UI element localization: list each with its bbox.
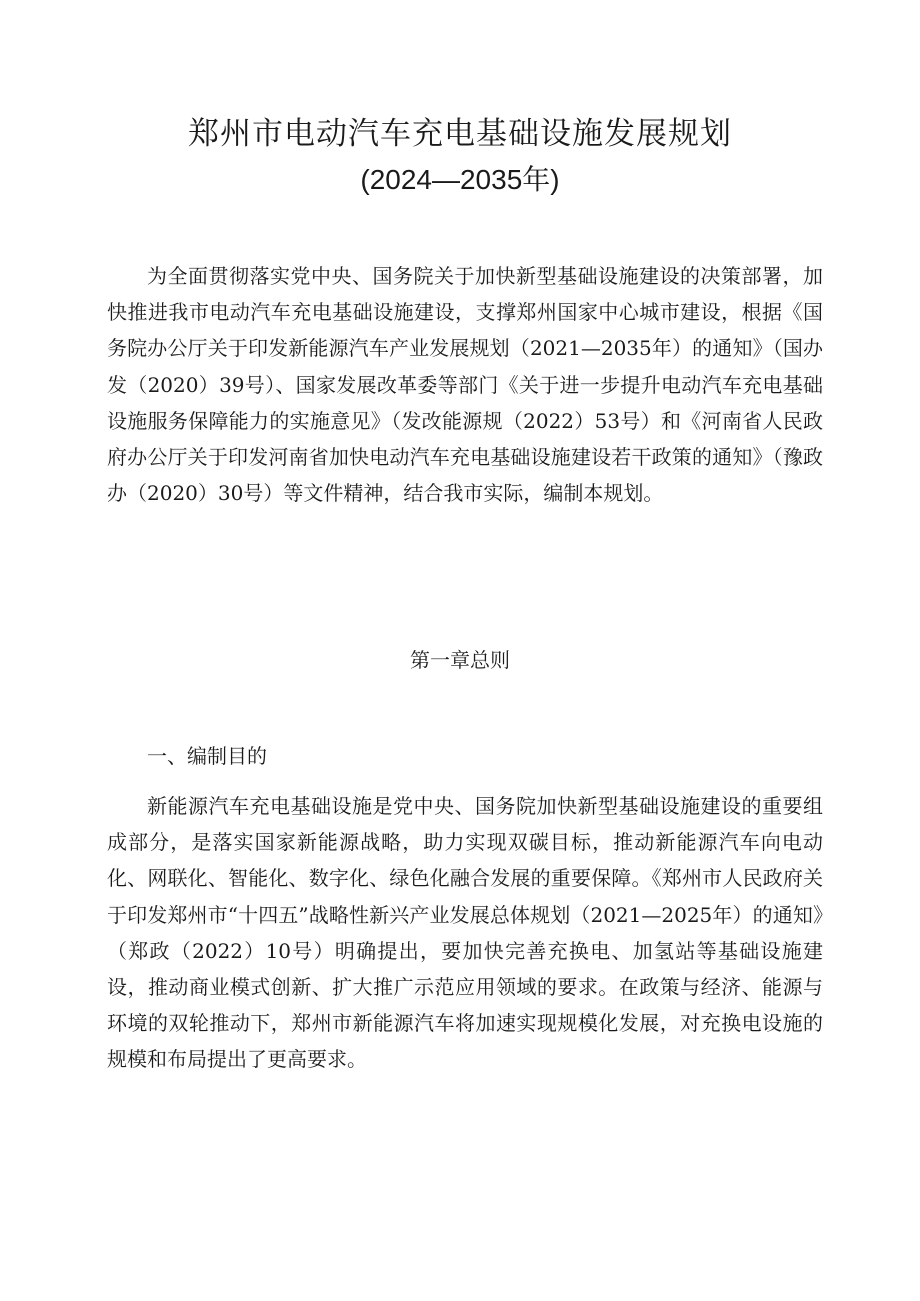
section-paragraph: 新能源汽车充电基础设施是党中央、国务院加快新型基础设施建设的重要组成部分，是落实国家新能源战略，助力实现双碳目标，推动新能源汽车向电动化、网联化、智能化、数字化、绿色化融合发展的重要保障。《郑州市人民政府关于印发郑州市“十四五”战略性新兴产业发展总体规划（2021—2025年）的通知》（郑政（2022）10号）明确提出，要加快完善充换电、加氢站等基础设施建设，推动商业模式创新、扩大推广示范应用领域的要求。在政策与经济、能源与环境的双轮推动下，郑州市新能源汽车将加速实现规模化发展，对充换电设施的规模和布局提出了更高要求。 [107,794,823,1072]
intro-paragraph: 为全面贯彻落实党中央、国务院关于加快新型基础设施建设的决策部署，加快推进我市电动汽车充电基础设施建设，支撑郑州国家中心城市建设，根据《国务院办公厅关于印发新能源汽车产业发展规划（2021—2035年）的通知》（国办发（2020）39号）、国家发展改革委等部门《关于进一步提升电动汽车充电基础设施服务保障能力的实施意见》（发改能源规（2022）53号）和《河南省人民政府办公厅关于印发河南省加快电动汽车充电基础设施建设若干政策的通知》（豫政办（2020）30号）等文件精神，结合我市实际，编制本规划。 [107,264,823,506]
document-title: 郑州市电动汽车充电基础设施发展规划 [188,116,732,152]
chapter-title: 第一章总则 [410,648,510,672]
document-subtitle: (2024—2035年) [360,164,560,195]
section-heading: 一、编制目的 [147,744,267,768]
